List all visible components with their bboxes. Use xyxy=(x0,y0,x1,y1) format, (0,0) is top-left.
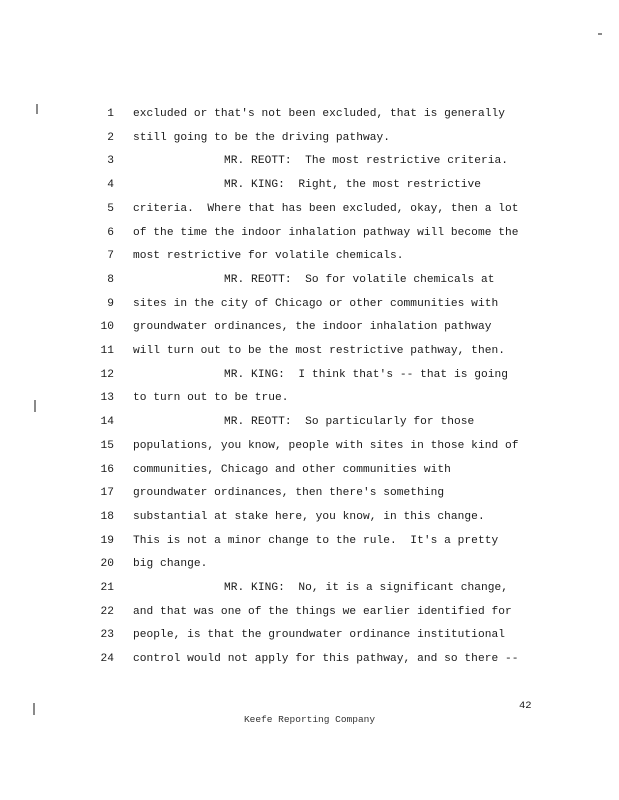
line-text: to turn out to be true. xyxy=(133,392,289,405)
line-number: 7 xyxy=(107,250,114,263)
line-number: 24 xyxy=(100,653,114,666)
transcript-line xyxy=(0,203,619,223)
line-number: 10 xyxy=(100,321,114,334)
transcript-line xyxy=(0,132,619,152)
line-number: 5 xyxy=(107,202,114,215)
line-text: groundwater ordinances, the indoor inhalation pathway xyxy=(133,321,492,334)
transcript-line xyxy=(0,535,619,555)
transcript-line xyxy=(0,321,619,341)
transcript-line xyxy=(0,487,619,507)
line-text: will turn out to be the most restrictive pathway, then. xyxy=(133,345,505,357)
transcript-line xyxy=(0,345,619,365)
line-number: 17 xyxy=(100,487,114,500)
line-number: 12 xyxy=(100,368,114,381)
line-text: substantial at stake here, you know, in this change. xyxy=(133,510,485,523)
line-number: 11 xyxy=(100,345,114,357)
line-text: still going to be the driving pathway. xyxy=(133,131,391,144)
line-text: people, is that the groundwater ordinance institutional xyxy=(133,629,505,642)
transcript-line xyxy=(0,392,619,412)
line-text: MR. REOTT: So particularly for those xyxy=(224,416,475,429)
line-number: 14 xyxy=(100,416,114,429)
line-text: criteria. Where that has been excluded, okay, then a lot xyxy=(133,202,519,215)
line-number: 6 xyxy=(107,226,114,239)
line-text: MR. KING: Right, the most restrictive xyxy=(224,179,482,192)
line-text: MR. KING: No, it is a significant change, xyxy=(224,582,509,594)
transcript-line xyxy=(0,464,619,484)
line-number: 16 xyxy=(100,463,114,476)
transcript-line xyxy=(0,511,619,531)
transcript-line xyxy=(0,250,619,270)
line-number: 3 xyxy=(107,155,114,168)
transcript-line xyxy=(0,179,619,199)
transcript-line xyxy=(0,274,619,294)
line-number: 13 xyxy=(100,392,114,405)
transcript-line xyxy=(0,582,619,602)
line-text: big change. xyxy=(133,558,208,571)
line-number: 4 xyxy=(107,179,114,192)
line-number: 1 xyxy=(107,108,114,120)
scan-mark-top-right xyxy=(598,33,602,35)
line-number: 19 xyxy=(100,534,114,547)
transcript-line xyxy=(0,558,619,578)
line-number: 18 xyxy=(100,510,114,523)
transcript-line xyxy=(0,629,619,649)
line-text: populations, you know, people with sites in those kind of xyxy=(133,439,519,452)
footer-reporting-company: Keefe Reporting Company xyxy=(243,714,376,725)
line-text: and that was one of the things we earlier identified for xyxy=(133,605,512,618)
scan-mark-top-left xyxy=(36,104,38,114)
scan-mark-bottom-left xyxy=(33,703,35,715)
line-text: MR. REOTT: The most restrictive criteria. xyxy=(224,155,509,168)
transcript-line xyxy=(0,606,619,626)
transcript-line xyxy=(0,440,619,460)
line-number: 2 xyxy=(107,131,114,144)
transcript-line xyxy=(0,369,619,389)
line-text: control would not apply for this pathway, and so there -- xyxy=(133,653,519,666)
line-number: 15 xyxy=(100,439,114,452)
transcript-line xyxy=(0,416,619,436)
scan-mark-mid-left xyxy=(34,400,36,412)
transcript-line xyxy=(0,653,619,673)
line-number: 9 xyxy=(107,297,114,310)
page-number: 42 xyxy=(519,700,532,712)
line-text: excluded or that's not been excluded, that is generally xyxy=(133,108,505,120)
line-number: 8 xyxy=(107,273,114,286)
line-text: communities, Chicago and other communities with xyxy=(133,463,451,476)
line-text: This is not a minor change to the rule. It's a pretty xyxy=(133,534,499,547)
transcript-line xyxy=(0,108,619,128)
transcript-line xyxy=(0,298,619,318)
line-number: 22 xyxy=(100,605,114,618)
line-number: 20 xyxy=(100,558,114,571)
line-text: most restrictive for volatile chemicals. xyxy=(133,250,404,263)
line-text: sites in the city of Chicago or other communities with xyxy=(133,297,499,310)
line-text: MR. KING: I think that's -- that is going xyxy=(224,368,509,381)
transcript-line xyxy=(0,227,619,247)
line-text: MR. REOTT: So for volatile chemicals at xyxy=(224,273,495,286)
line-text: groundwater ordinances, then there's something xyxy=(133,487,445,500)
line-text: of the time the indoor inhalation pathway will become the xyxy=(133,226,519,239)
line-number: 23 xyxy=(100,629,114,642)
line-number: 21 xyxy=(100,582,114,594)
transcript-line xyxy=(0,155,619,175)
